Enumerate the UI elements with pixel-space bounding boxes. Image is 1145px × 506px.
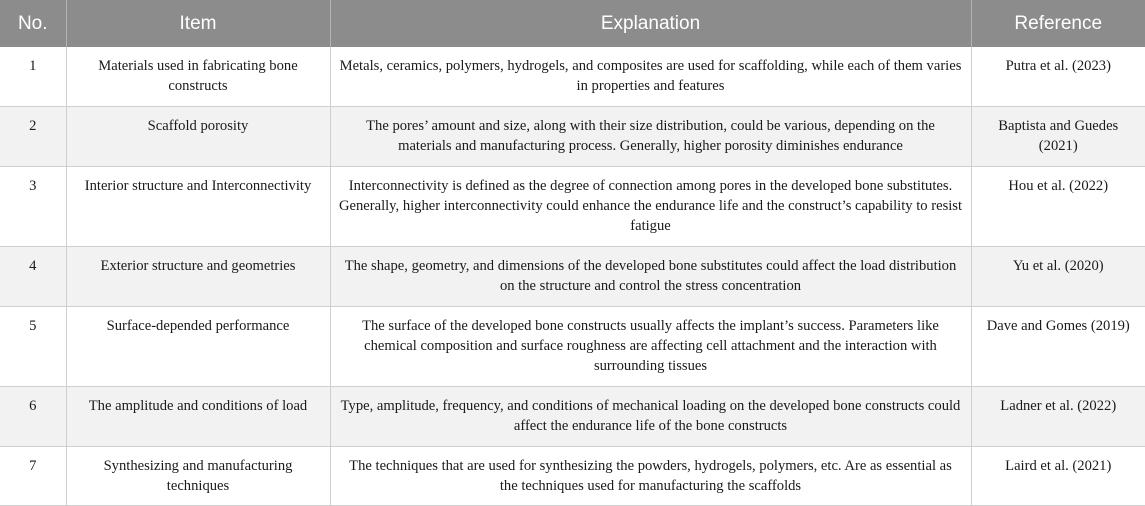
table-row <box>0 447 1145 506</box>
cell-explanation: The surface of the developed bone constructs usually affects the implant’s success. Parameters like chemical composition and surface roughness are affecting cell attachment and the interaction with surrounding tissues <box>330 307 971 387</box>
cell-item: Scaffold porosity <box>66 107 330 167</box>
cell-item: Materials used in fabricating bone constructs <box>66 47 330 107</box>
cell-reference: Hou et al. (2022) <box>971 167 1145 247</box>
cell-item: Interior structure and Interconnectivity <box>66 167 330 247</box>
table-header <box>0 0 1145 47</box>
cell-no: 6 <box>0 387 66 447</box>
cell-reference: Putra et al. (2023) <box>971 47 1145 107</box>
cell-explanation: Metals, ceramics, polymers, hydrogels, and composites are used for scaffolding, while each of them varies in properties and features <box>330 47 971 107</box>
cell-reference: Baptista and Guedes (2021) <box>971 107 1145 167</box>
cell-no: 5 <box>0 307 66 387</box>
table-row <box>0 47 1145 107</box>
cell-explanation: The pores’ amount and size, along with their size distribution, could be various, depending on the materials and manufacturing process. Generally, higher porosity diminishes endurance <box>330 107 971 167</box>
header-row <box>0 0 1145 47</box>
table-row <box>0 247 1145 307</box>
cell-explanation: Interconnectivity is defined as the degree of connection among pores in the developed bone substitutes. Generally, higher interconnectivity could enhance the endurance life and the construct’s capability to resist fatigue <box>330 167 971 247</box>
cell-item: The amplitude and conditions of load <box>66 387 330 447</box>
cell-item: Exterior structure and geometries <box>66 247 330 307</box>
cell-reference: Dave and Gomes (2019) <box>971 307 1145 387</box>
cell-reference: Yu et al. (2020) <box>971 247 1145 307</box>
table-row <box>0 307 1145 387</box>
cell-no: 3 <box>0 167 66 247</box>
cell-no: 1 <box>0 47 66 107</box>
cell-item: Surface-depended performance <box>66 307 330 387</box>
cell-explanation: Type, amplitude, frequency, and conditions of mechanical loading on the developed bone constructs could affect the endurance life of the bone constructs <box>330 387 971 447</box>
cell-explanation: The shape, geometry, and dimensions of the developed bone substitutes could affect the load distribution on the structure and control the stress concentration <box>330 247 971 307</box>
header-explanation: Explanation <box>330 0 971 47</box>
header-no: No. <box>0 0 66 47</box>
cell-no: 2 <box>0 107 66 167</box>
cell-reference: Ladner et al. (2022) <box>971 387 1145 447</box>
table-row <box>0 387 1145 447</box>
cell-explanation: The techniques that are used for synthesizing the powders, hydrogels, polymers, etc. Are as essential as the techniques used for manufacturing the scaffolds <box>330 447 971 506</box>
table-body <box>0 47 1145 506</box>
table-row <box>0 107 1145 167</box>
header-item: Item <box>66 0 330 47</box>
header-reference: Reference <box>971 0 1145 47</box>
cell-item: Synthesizing and manufacturing techniques <box>66 447 330 506</box>
cell-no: 7 <box>0 447 66 506</box>
table-row <box>0 167 1145 247</box>
cell-reference: Laird et al. (2021) <box>971 447 1145 506</box>
cell-no: 4 <box>0 247 66 307</box>
